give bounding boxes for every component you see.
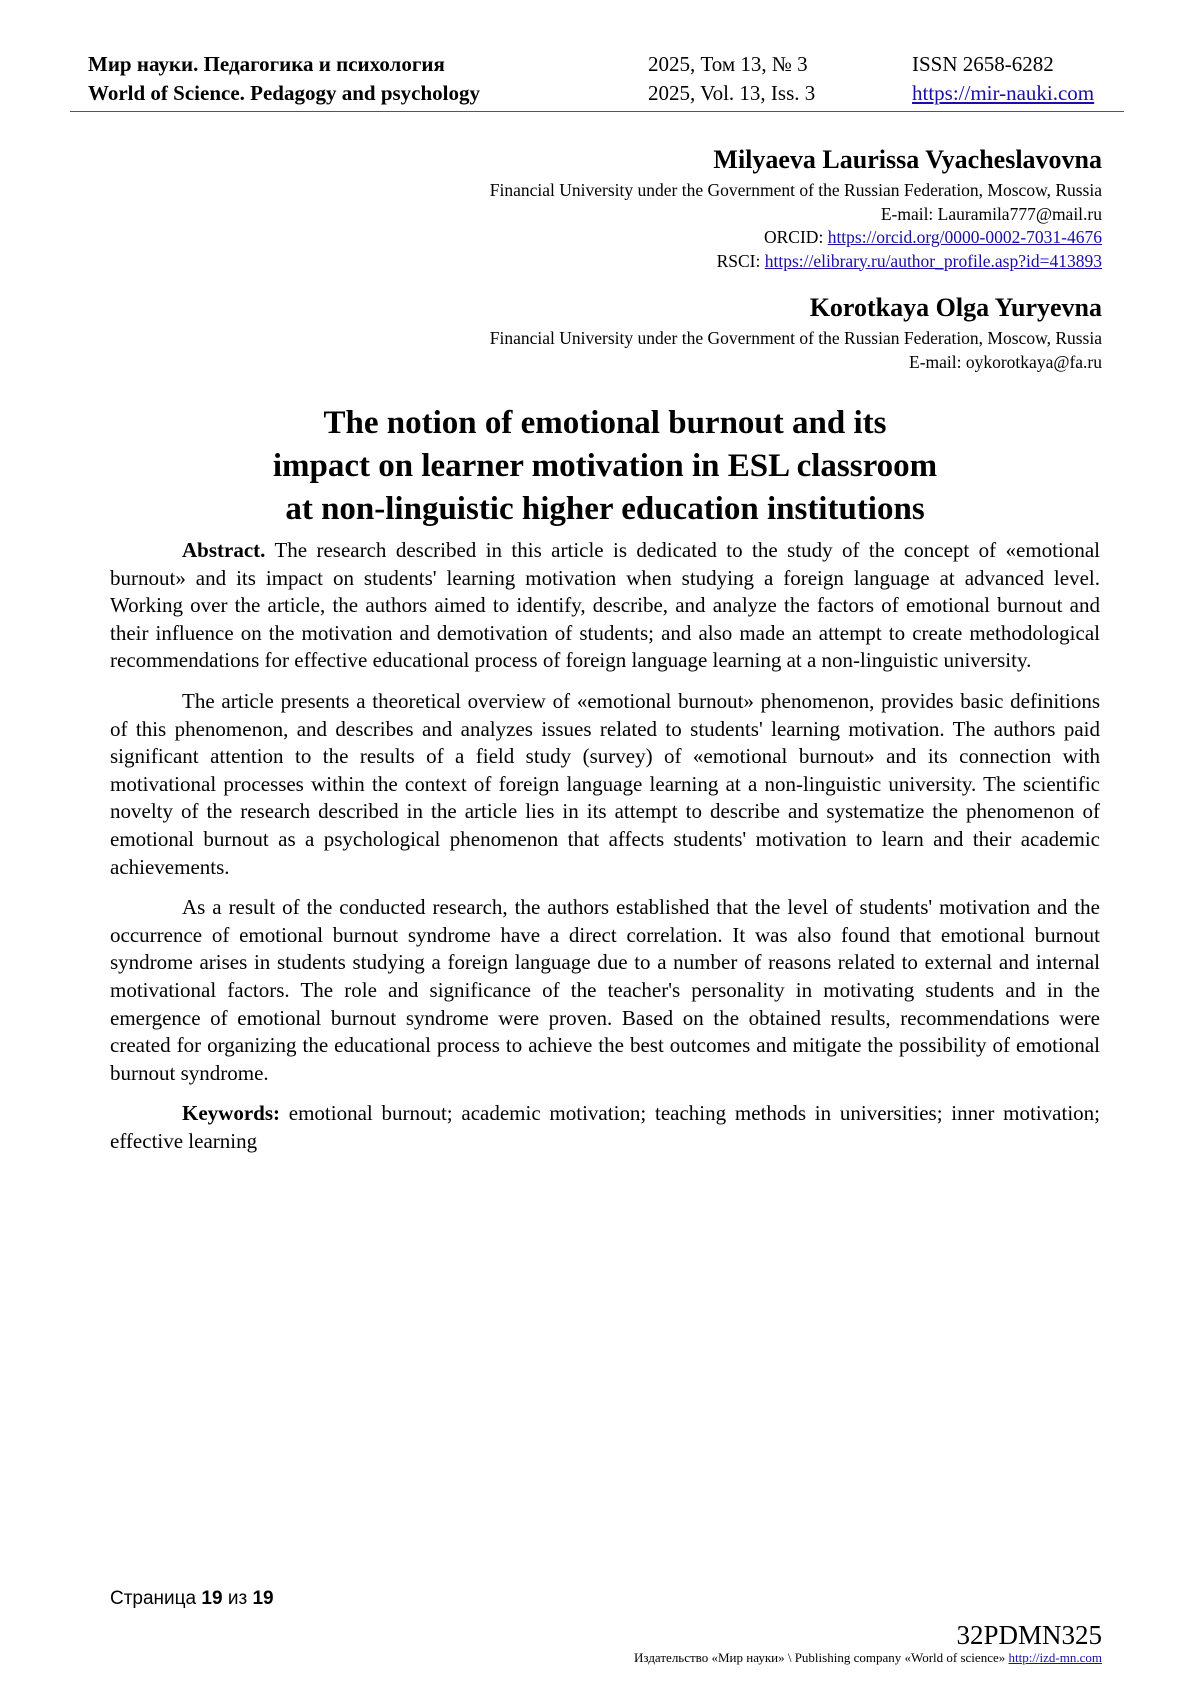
abstract-paragraph-2: The article presents a theoretical overview of «emotional burnout» phenomenon, provides basic definitions of this phenomenon, and describes and analyzes issues related to students' learning motivation. The authors paid significant attention to the results of a field study (survey) of «emotional burnout» and its connection with motivational processes within the context of foreign language learning at a non-linguistic university. The scientific novelty of the research described in the article lies in its attempt to describe and systematize the phenomenon of emotional burnout as a psychological phenomenon that affects students' motivation to learn and their academic achievements. <box>110 688 1100 879</box>
article-title <box>110 402 1100 531</box>
orcid-label: ORCID: <box>764 227 828 247</box>
email-label: E-mail: <box>909 351 966 372</box>
author-affiliation: Financial University under the Government of the Russian Federation, Moscow, Russia <box>489 328 1102 348</box>
abstract-label: Abstract. <box>182 538 266 562</box>
article-title-line: The notion of emotional burnout and its <box>323 405 887 441</box>
issue-en: 2025, Vol. 13, Iss. 3 <box>648 81 816 105</box>
issn-block <box>912 50 1094 108</box>
issue-ru: 2025, Том 13, № 3 <box>648 52 808 76</box>
abstract-text: The research described in this article is dedicated to the study of the concept of «emotional burnout» and its impact on students' learning motivation when studying a foreign language at advanced level. Working over the article, the authors aimed to identify, describe, and analyze the factors of emotional burnout and their influence on the motivation and demotivation of students; and also made an attempt to create methodological recommendations for effective educational process of foreign language learning at a non-linguistic university. <box>110 538 1101 673</box>
abstract-paragraph-3: As a result of the conducted research, the authors established that the level of students' motivation and the occurrence of emotional burnout syndrome have a direct correlation. It was also found that emotional burnout syndrome arises in students studying a foreign language due to a number of reasons related to external and internal motivational factors. The role and significance of the teacher's personality in motivating students and in the emergence of emotional burnout syndrome were proven. Based on the obtained results, recommendations were created for organizing the educational process to achieve the best outcomes and mitigate the possibility of emotional burnout syndrome. <box>110 895 1100 1085</box>
journal-title-en: World of Science. Pedagogy and psychology <box>88 81 481 105</box>
keywords-label: Keywords: <box>182 1101 280 1126</box>
article-title-line: at non-linguistic higher education institutions <box>285 491 925 527</box>
journal-title-ru: Мир науки. Педагогика и психология <box>88 52 445 76</box>
abstract-paragraph-1 <box>110 537 1100 675</box>
author-rsci-line <box>490 250 1102 274</box>
orcid-link[interactable]: https://orcid.org/0000-0002-7031-4676 <box>827 227 1102 247</box>
author-email: oykorotkaya@fa.ru <box>965 351 1102 372</box>
rsci-label: RSCI: <box>716 250 765 271</box>
author-block-2 <box>490 292 1102 374</box>
journal-header <box>88 50 1122 112</box>
page-prefix: Страница <box>110 1588 202 1609</box>
article-title-line: impact on learner motivation in ESL classroom <box>272 448 938 484</box>
publisher-line <box>634 1650 1102 1666</box>
rsci-link[interactable]: https://elibrary.ru/author_profile.asp?id=413893 <box>764 250 1102 271</box>
author-name: Milyaeva Laurissa Vyacheslavovna <box>713 145 1102 174</box>
journal-website-link[interactable]: https://mir-nauki.com <box>912 81 1095 105</box>
author-email-line <box>490 351 1102 375</box>
publisher-text: Издательство «Мир науки» \ Publishing company «World of science» <box>634 1650 1009 1665</box>
page-total: 19 <box>252 1588 274 1609</box>
author-block-1 <box>490 144 1102 273</box>
author-email-line <box>490 203 1102 227</box>
journal-title-block <box>88 50 480 108</box>
header-divider <box>70 111 1124 112</box>
page-middle: из <box>222 1588 253 1609</box>
author-affiliation: Financial University under the Government of the Russian Federation, Moscow, Russia <box>489 180 1102 200</box>
page-current: 19 <box>201 1588 223 1609</box>
keywords-text: emotional burnout; academic motivation; teaching methods in universities; inner motivation; effective learning <box>110 1101 1100 1153</box>
page-counter <box>110 1588 274 1610</box>
author-name: Korotkaya Olga Yuryevna <box>809 293 1102 322</box>
author-orcid-line <box>490 226 1102 250</box>
issue-block <box>648 50 815 108</box>
issn: ISSN 2658-6282 <box>912 52 1054 76</box>
email-label: E-mail: <box>880 203 938 224</box>
abstract-section <box>110 537 1100 1168</box>
author-email: Lauramila777@mail.ru <box>937 203 1102 224</box>
article-code: 32PDMN325 <box>956 1620 1102 1650</box>
keywords-paragraph <box>110 1100 1100 1155</box>
publisher-link[interactable]: http://izd-mn.com <box>1008 1650 1102 1665</box>
